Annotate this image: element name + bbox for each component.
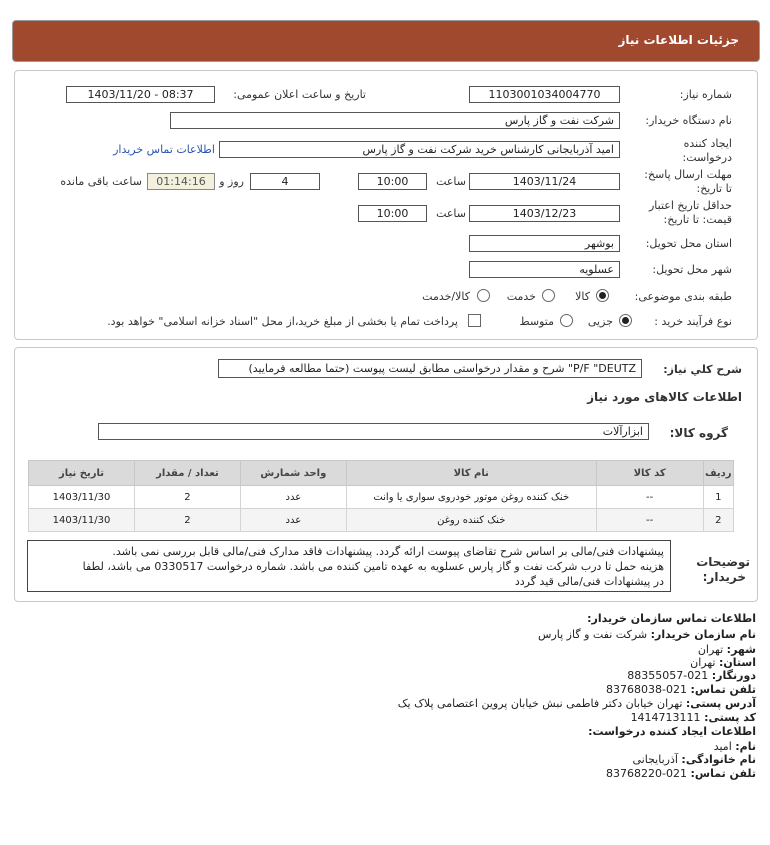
process-option-medium: متوسط <box>519 315 554 328</box>
contact-org-label: نام سازمان خریدار: <box>650 628 756 641</box>
process-label: نوع فرآیند خرید : <box>654 315 732 328</box>
validity-label: حداقل تاریخ اعتبار <box>648 199 732 212</box>
contact-org-value: شرکت نفت و گاز پارس <box>538 628 648 641</box>
buyer-notes-line: هزینه حمل تا درب شرکت نفت و گاز پارس عسلویه به عهده تامین کننده می باشد. شماره درخواست 0330517 می باشد، لطفا <box>82 560 664 573</box>
creator-phone-value: 021-83768220 <box>606 767 688 780</box>
treasury-checkbox[interactable] <box>468 314 481 327</box>
contact-city-value: تهران <box>697 643 724 656</box>
contact-city-label: شهر: <box>726 643 756 656</box>
contact-fax <box>627 669 756 682</box>
creator-phone-label: تلفن تماس: <box>690 767 756 780</box>
creator-field: امید آذربایجانی کارشناس خرید شرکت نفت و گاز پارس <box>219 141 620 158</box>
buyer-notes-box <box>27 540 671 592</box>
process-radio-medium[interactable] <box>560 314 573 327</box>
contact-postal <box>631 711 756 724</box>
cell-row: 2 <box>703 509 733 532</box>
contact-org <box>538 628 756 641</box>
description-label: شرح کلي نياز: <box>663 363 742 376</box>
goods-table-header <box>29 461 734 486</box>
creator-info-title: اطلاعات ایجاد کننده درخواست: <box>588 725 756 738</box>
creator-name <box>714 740 756 753</box>
contact-city <box>698 643 756 656</box>
category-option-service: خدمت <box>506 290 536 303</box>
city-field: عسلویه <box>469 261 620 278</box>
buyer-notes-label: توضیحات <box>696 555 750 569</box>
page-header <box>12 20 760 62</box>
days-field: 4 <box>250 173 320 190</box>
buyer-notes-line: در پیشنهادات فنی/مالی قید گردد <box>514 575 664 588</box>
col-unit: واحد شمارش <box>240 461 346 486</box>
city-label: شهر محل تحویل: <box>652 263 732 276</box>
contact-fax-value: 021-88355057 <box>627 669 709 682</box>
contact-phone <box>606 683 756 696</box>
col-row: ردیف <box>703 461 733 486</box>
creator-label-2: درخواست: <box>682 151 732 164</box>
creator-label: ایجاد کننده <box>683 137 732 150</box>
creator-family-label: نام خانوادگی: <box>681 753 756 766</box>
description-field: P/F "DEUTZ" شرح و مقدار درخواستی مطابق لیست پیوست (حتما مطالعه فرمایید) <box>218 359 642 378</box>
cell-code: -- <box>596 486 703 509</box>
goods-table <box>28 460 734 532</box>
validity-time-field: 10:00 <box>358 205 427 222</box>
contact-address <box>398 697 756 710</box>
deadline-time-label: ساعت <box>436 175 466 188</box>
contact-postal-label: کد پستی: <box>704 711 756 724</box>
process-radio-minor[interactable] <box>619 314 632 327</box>
cell-date: 1403/11/30 <box>29 486 135 509</box>
buyer-org-label: نام دستگاه خریدار: <box>645 114 732 127</box>
province-field: بوشهر <box>469 235 620 252</box>
payment-note: پرداخت تمام یا بخشی از مبلغ خرید،از محل "اسناد خزانه اسلامی" خواهد بود. <box>107 315 458 328</box>
table-row[interactable] <box>29 509 734 532</box>
cell-date: 1403/11/30 <box>29 509 135 532</box>
deadline-label-2: تا تاریخ: <box>696 182 732 195</box>
contact-address-label: آدرس پستی: <box>685 697 756 710</box>
deadline-label: مهلت ارسال پاسخ: <box>644 168 732 181</box>
deadline-time-field: 10:00 <box>358 173 427 190</box>
page-title: جزئیات اطلاعات نیاز <box>618 33 739 47</box>
cell-name: خنک کننده روغن <box>346 509 596 532</box>
col-date: تاریخ نیاز <box>29 461 135 486</box>
goods-group-label: گروه کالا: <box>669 426 728 440</box>
category-label: طبقه بندی موضوعی: <box>634 290 732 303</box>
contact-phone-label: تلفن تماس: <box>690 683 756 696</box>
col-code: کد کالا <box>596 461 703 486</box>
col-qty: تعداد / مقدار <box>134 461 240 486</box>
cell-unit: عدد <box>240 486 346 509</box>
buyer-notes-line: پیشنهادات فنی/مالی بر اساس شرح تقاضای پیوست ارائه گردد. پیشنهادات فاقد مدارک فنی/مالی قابل بررسی نمی باشد. <box>112 545 664 558</box>
category-radio-both[interactable] <box>477 289 490 302</box>
creator-family <box>632 753 756 766</box>
creator-family-value: آذربایجانی <box>632 753 678 766</box>
creator-phone <box>606 767 756 780</box>
cell-qty: 2 <box>134 509 240 532</box>
cell-name: خنک کننده روغن موتور خودروی سواری یا وانت <box>346 486 596 509</box>
cell-qty: 2 <box>134 486 240 509</box>
process-option-minor: جزیی <box>587 315 613 328</box>
contact-address-value: تهران خیابان دکتر فاطمی نبش خیابان پروین اعتصامی پلاک یک <box>397 697 683 710</box>
buyer-contact-link[interactable]: اطلاعات تماس خریدار <box>113 143 215 156</box>
remaining-label: ساعت باقی مانده <box>60 175 142 188</box>
validity-label-2: قیمت: تا تاریخ: <box>663 213 732 226</box>
creator-name-label: نام: <box>735 740 756 753</box>
category-radio-goods[interactable] <box>596 289 609 302</box>
contact-province-value: تهران <box>690 656 716 669</box>
contact-province-label: استان: <box>719 656 756 669</box>
contact-province <box>690 656 756 669</box>
goods-group-field: ابزارآلات <box>98 423 649 440</box>
contact-fax-label: دورنگار: <box>711 669 756 682</box>
category-option-goods: کالا <box>575 290 590 303</box>
need-number-field: 1103001034004770 <box>469 86 620 103</box>
category-option-both: کالا/خدمت <box>422 290 470 303</box>
category-radio-service[interactable] <box>542 289 555 302</box>
contact-phone-value: 021-83768038 <box>606 683 688 696</box>
province-label: استان محل تحویل: <box>645 237 732 250</box>
announce-label: تاریخ و ساعت اعلان عمومی: <box>233 88 366 101</box>
buyer-notes-label-2: خریدار: <box>702 570 746 584</box>
cell-unit: عدد <box>240 509 346 532</box>
announce-field: 1403/11/20 - 08:37 <box>66 86 215 103</box>
need-number-label: شماره نیاز: <box>679 88 732 101</box>
contact-postal-value: 1414713111 <box>630 711 701 724</box>
remaining-time-field: 01:14:16 <box>147 173 215 190</box>
deadline-date-field: 1403/11/24 <box>469 173 620 190</box>
goods-section-title: اطلاعات کالاهای مورد نیاز <box>587 390 742 404</box>
table-row[interactable] <box>29 486 734 509</box>
creator-name-value: امید <box>713 740 732 753</box>
col-name: نام کالا <box>346 461 596 486</box>
validity-date-field: 1403/12/23 <box>469 205 620 222</box>
validity-time-label: ساعت <box>436 207 466 220</box>
buyer-org-field: شرکت نفت و گاز پارس <box>170 112 620 129</box>
cell-row: 1 <box>703 486 733 509</box>
days-label: روز و <box>219 175 244 188</box>
cell-code: -- <box>596 509 703 532</box>
contact-title: اطلاعات تماس سازمان خریدار: <box>587 612 756 625</box>
